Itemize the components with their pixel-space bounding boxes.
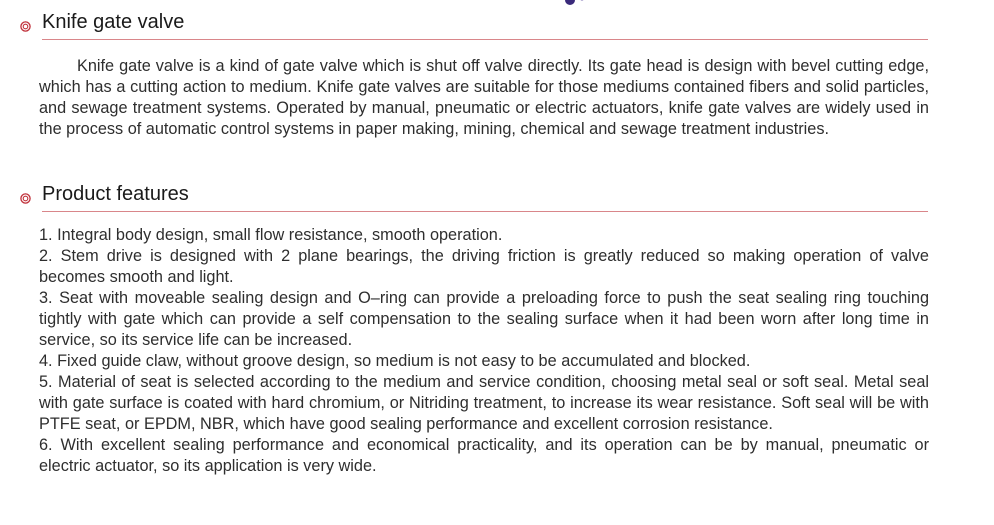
features-section (0, 182, 994, 475)
dots-decoration-icon (560, 0, 610, 6)
feature-item-1: 1. Integral body design, small flow resistance, smooth operation. (39, 226, 503, 244)
features-heading (0, 182, 994, 212)
feature-item-5: 5. Material of seat is selected according to the medium and service condition, choosing metal seal or soft seal. Metal seal with gate surface is coated with hard chromium, or Nitriding treatment, to increase its wear resistance. Soft seal will be with PTFE seat, or EPDM, NBR, which have good sealing performance and excellent corrosion resistance. (39, 373, 929, 433)
intro-paragraph: Knife gate valve is a kind of gate valve which is shut off valve directly. Its gate head is design with bevel cutting edge, which has a cutting action to medium. Knife gate valves are suitable for those mediums contained fibers and solid particles, and sewage treatment systems. Operated by manual, pneumatic or electric actuators, knife gate valves are widely used in the process of automatic control systems in paper making, mining, chemical and sewage treatment industries. (39, 57, 929, 138)
feature-item-2: 2. Stem drive is designed with 2 plane bearings, the driving friction is greatly reduced so making operation of valve becomes smooth and light. (39, 247, 929, 286)
section-title: Knife gate valve (42, 11, 185, 33)
circle-bullet-icon (20, 193, 31, 204)
circle-bullet-icon (20, 21, 31, 32)
heading-divider (42, 211, 928, 212)
features-list (39, 225, 929, 477)
intro-heading (0, 10, 994, 40)
heading-divider (42, 39, 928, 40)
feature-item-4: 4. Fixed guide claw, without groove design, so medium is not easy to be accumulated and blocked. (39, 352, 751, 370)
feature-item-6: 6. With excellent sealing performance and economical practicality, and its operation can be by manual, pneumatic or electric actuator, so its application is very wide. (39, 436, 929, 475)
feature-item-3: 3. Seat with moveable sealing design and O–ring can provide a preloading force to push the seat sealing ring touching tightly with gate which can provide a self compensation to the sealing surface when it had been worn after long time in service, so its service life can be increased. (39, 289, 929, 349)
section-title: Product features (42, 183, 189, 205)
intro-section (0, 10, 994, 138)
